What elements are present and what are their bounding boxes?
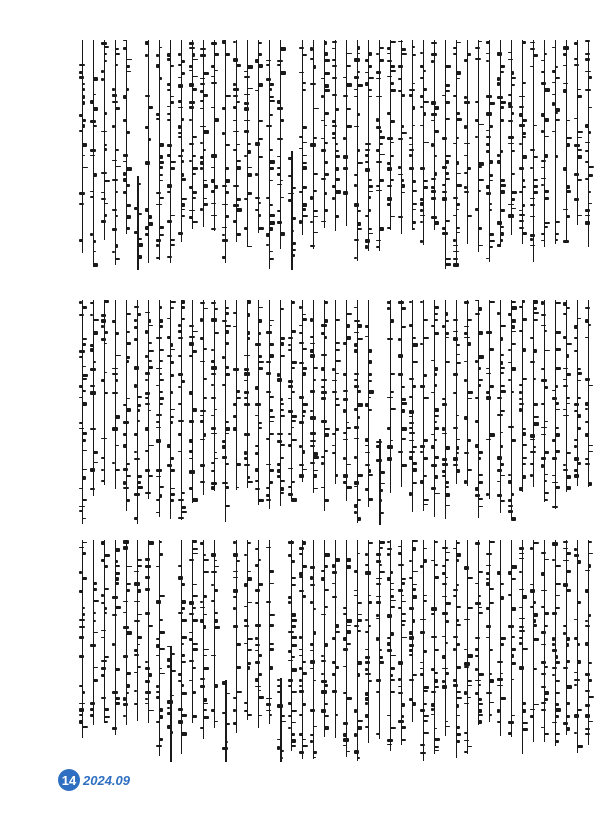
script-line bbox=[454, 540, 460, 762]
script-line bbox=[157, 540, 163, 762]
script-line bbox=[520, 300, 526, 525]
script-line bbox=[575, 300, 581, 525]
script-line bbox=[223, 540, 229, 762]
script-line bbox=[289, 300, 295, 525]
script-line bbox=[498, 300, 504, 525]
script-line bbox=[135, 300, 141, 525]
script-line bbox=[520, 40, 526, 270]
script-line bbox=[146, 540, 152, 762]
script-line bbox=[201, 40, 207, 270]
script-line bbox=[377, 40, 383, 270]
script-line bbox=[289, 540, 295, 762]
script-line bbox=[102, 300, 108, 525]
script-line bbox=[124, 300, 130, 525]
script-line bbox=[421, 40, 427, 270]
issue-date: 2024.09 bbox=[83, 772, 130, 788]
text-column-right-lower bbox=[80, 300, 592, 525]
script-line bbox=[377, 300, 383, 525]
script-line bbox=[212, 40, 218, 270]
script-line bbox=[410, 40, 416, 270]
script-line bbox=[179, 40, 185, 270]
script-line bbox=[410, 300, 416, 525]
script-line bbox=[102, 540, 108, 762]
script-line bbox=[91, 40, 97, 270]
script-line bbox=[344, 540, 350, 762]
script-line bbox=[564, 40, 570, 270]
script-line bbox=[531, 300, 537, 525]
script-line bbox=[531, 540, 537, 762]
script-line bbox=[278, 540, 284, 762]
script-line bbox=[80, 40, 86, 270]
script-line bbox=[190, 40, 196, 270]
script-line bbox=[201, 300, 207, 525]
script-line bbox=[168, 540, 174, 762]
script-line bbox=[388, 40, 394, 270]
script-line bbox=[344, 40, 350, 270]
script-line bbox=[289, 40, 295, 270]
script-line bbox=[113, 540, 119, 762]
script-line bbox=[245, 40, 251, 270]
script-line bbox=[113, 40, 119, 270]
script-line bbox=[410, 540, 416, 762]
script-line bbox=[355, 40, 361, 270]
script-line bbox=[146, 40, 152, 270]
script-line bbox=[91, 540, 97, 762]
script-line bbox=[476, 540, 482, 762]
script-line bbox=[553, 540, 559, 762]
text-column-right-upper bbox=[80, 40, 592, 270]
script-line bbox=[124, 40, 130, 270]
script-line bbox=[124, 540, 130, 762]
script-line bbox=[531, 40, 537, 270]
script-line bbox=[542, 40, 548, 270]
script-line bbox=[465, 540, 471, 762]
page-number-badge: 14 bbox=[58, 769, 80, 791]
script-line bbox=[311, 540, 317, 762]
script-line bbox=[190, 300, 196, 525]
script-line bbox=[80, 540, 86, 762]
script-line bbox=[553, 40, 559, 270]
script-line bbox=[157, 40, 163, 270]
script-line bbox=[399, 40, 405, 270]
script-line bbox=[267, 300, 273, 525]
script-line bbox=[443, 300, 449, 525]
script-line bbox=[465, 300, 471, 525]
script-line bbox=[245, 300, 251, 525]
script-line bbox=[322, 300, 328, 525]
script-line bbox=[465, 40, 471, 270]
script-line bbox=[575, 540, 581, 762]
script-line bbox=[542, 540, 548, 762]
script-line bbox=[267, 40, 273, 270]
script-line bbox=[586, 300, 592, 525]
script-line bbox=[179, 300, 185, 525]
script-line bbox=[454, 300, 460, 525]
script-line bbox=[223, 300, 229, 525]
script-line bbox=[421, 540, 427, 762]
script-line bbox=[388, 540, 394, 762]
script-line bbox=[80, 300, 86, 525]
script-line bbox=[355, 540, 361, 762]
script-line bbox=[157, 300, 163, 525]
script-line bbox=[509, 300, 515, 525]
script-line bbox=[432, 300, 438, 525]
script-line bbox=[300, 540, 306, 762]
script-line bbox=[212, 300, 218, 525]
script-line bbox=[256, 40, 262, 270]
script-line bbox=[300, 300, 306, 525]
script-line bbox=[245, 540, 251, 762]
text-column-left-lower bbox=[80, 540, 592, 762]
script-line bbox=[201, 540, 207, 762]
script-line bbox=[234, 40, 240, 270]
script-line bbox=[234, 540, 240, 762]
script-line bbox=[223, 40, 229, 270]
script-line bbox=[322, 540, 328, 762]
script-line bbox=[256, 300, 262, 525]
script-line bbox=[399, 300, 405, 525]
script-line bbox=[190, 540, 196, 762]
script-line bbox=[553, 300, 559, 525]
script-line bbox=[168, 40, 174, 270]
script-line bbox=[168, 300, 174, 525]
script-line bbox=[509, 540, 515, 762]
script-line bbox=[102, 40, 108, 270]
script-line bbox=[333, 40, 339, 270]
script-line bbox=[333, 300, 339, 525]
script-line bbox=[267, 540, 273, 762]
script-line bbox=[344, 300, 350, 525]
script-line bbox=[586, 40, 592, 270]
script-line bbox=[377, 540, 383, 762]
script-line bbox=[278, 40, 284, 270]
script-line bbox=[498, 540, 504, 762]
script-line bbox=[366, 40, 372, 270]
script-line bbox=[564, 300, 570, 525]
script-line bbox=[113, 300, 119, 525]
script-line bbox=[333, 540, 339, 762]
script-line bbox=[575, 40, 581, 270]
script-line bbox=[135, 540, 141, 762]
script-line bbox=[146, 300, 152, 525]
script-line bbox=[366, 300, 372, 525]
script-line bbox=[212, 540, 218, 762]
script-line bbox=[366, 540, 372, 762]
script-line bbox=[443, 540, 449, 762]
script-line bbox=[520, 540, 526, 762]
page-folio bbox=[58, 769, 130, 791]
script-line bbox=[454, 40, 460, 270]
script-line bbox=[256, 540, 262, 762]
script-line bbox=[322, 40, 328, 270]
script-line bbox=[300, 40, 306, 270]
script-line bbox=[91, 300, 97, 525]
script-line bbox=[564, 540, 570, 762]
script-line bbox=[432, 40, 438, 270]
script-line bbox=[421, 300, 427, 525]
script-line bbox=[399, 540, 405, 762]
script-line bbox=[542, 300, 548, 525]
script-line bbox=[487, 40, 493, 270]
script-line bbox=[498, 40, 504, 270]
script-line bbox=[487, 540, 493, 762]
script-line bbox=[135, 40, 141, 270]
script-line bbox=[388, 300, 394, 525]
script-line bbox=[443, 40, 449, 270]
script-line bbox=[234, 300, 240, 525]
script-line bbox=[311, 40, 317, 270]
script-line bbox=[355, 300, 361, 525]
script-line bbox=[278, 300, 284, 525]
script-line bbox=[179, 540, 185, 762]
script-line bbox=[476, 300, 482, 525]
script-line bbox=[487, 300, 493, 525]
script-line bbox=[586, 540, 592, 762]
script-line bbox=[432, 540, 438, 762]
script-line bbox=[311, 300, 317, 525]
script-line bbox=[476, 40, 482, 270]
script-line bbox=[509, 40, 515, 270]
